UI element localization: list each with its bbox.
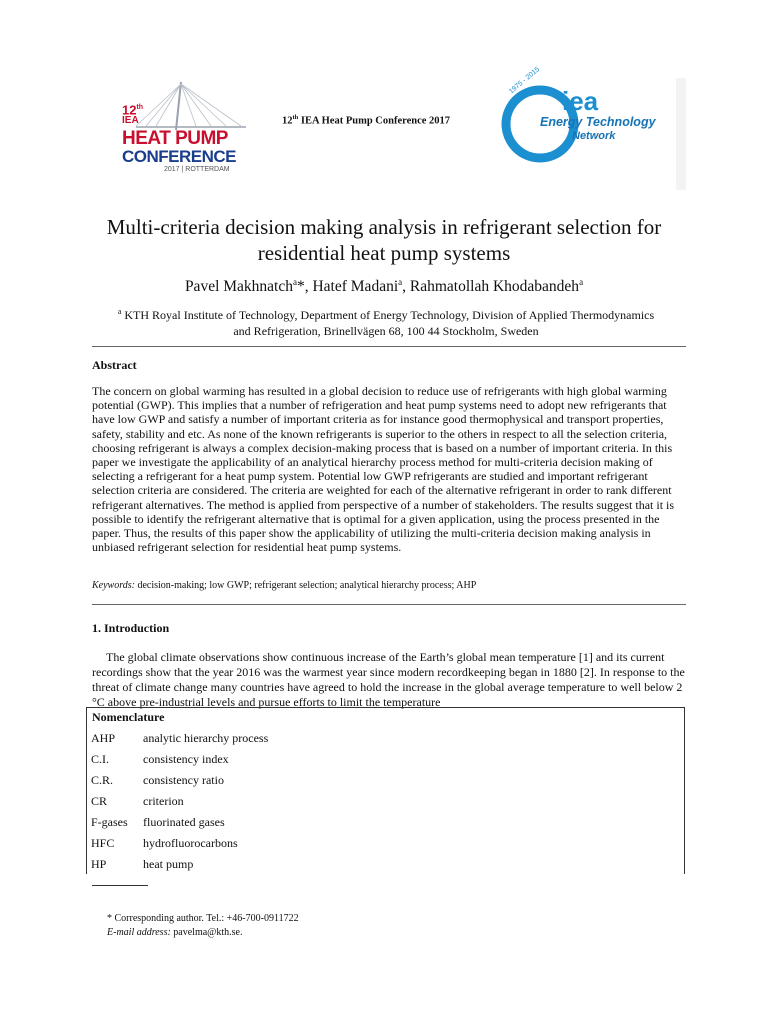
nomenclature-abbr: HP — [91, 857, 107, 871]
title-line-2: residential heat pump systems — [257, 241, 511, 265]
logo-etn-line1: Energy Technology — [540, 115, 656, 129]
keywords: Keywords: decision-making; low GWP; refrigerant selection; analytical hierarchy process; AHP — [92, 580, 477, 591]
logo-line3: 2017 | ROTTERDAM — [164, 166, 230, 173]
author: Pavel Makhnatch$^a$*, — [184, 277, 313, 296]
divider — [92, 346, 686, 347]
nomenclature-abbr: C.I. — [91, 752, 109, 766]
nomenclature-abbr: HFC — [91, 836, 115, 850]
conference-title: 12th IEA Heat Pump Conference 2017 — [282, 114, 451, 127]
author: Rahmatollah Khodabandeh$^a$ — [409, 277, 584, 296]
divider — [92, 604, 686, 605]
nomenclature-abbr: CR — [91, 794, 108, 808]
email-note: E-mail address: pavelma@kth.se. — [107, 927, 243, 938]
nomenclature-definition: consistency index — [143, 752, 229, 766]
title-line-1: Multi-criteria decision making analysis in refrigerant selection for — [106, 215, 662, 239]
logo-years: 1975 - 2015 — [508, 65, 542, 96]
logo-org: IEA — [122, 115, 139, 126]
logo-line1: HEAT PUMP — [122, 128, 228, 149]
nomenclature-definition: fluorinated gases — [143, 815, 225, 829]
affiliation-line-2: and Refrigeration, Brinellvägen 68, 100 44 Stockholm, Sweden — [233, 324, 539, 338]
nomenclature-definition: hydrofluorocarbons — [143, 836, 238, 850]
footnote-divider — [92, 885, 148, 886]
nomenclature-abbr: C.R. — [91, 773, 114, 787]
page-edge-shade — [676, 78, 686, 190]
logo-line2: CONFERENCE — [122, 147, 237, 166]
affiliation-line-1: $^a$ KTH Royal Institute of Technology, Department of Energy Technology, Division of Applied Thermodynamics — [117, 307, 655, 322]
author: Hatef Madani$^a$, — [312, 277, 410, 296]
nomenclature-box — [86, 707, 685, 874]
logo-edition-number: 12th — [122, 102, 144, 118]
heat-pump-conference-logo — [110, 80, 250, 182]
abstract-heading: Abstract — [92, 358, 137, 372]
nomenclature-heading: Nomenclature — [92, 710, 165, 724]
nomenclature-definition: consistency ratio — [143, 773, 224, 787]
section-heading: 1. Introduction — [92, 621, 170, 635]
paper-title — [60, 214, 708, 266]
abstract-text: The concern on global warming has resulted in a global decision to reduce use of refrigerants with high global warming potential (GWP). This implies that a number of refrigeration and heat pump systems need to adopt new refrigerants that have low GWP and satisfy a number of important criteria as for instance good thermophysical and transport properties, safety, stability and etc. As none of the known refrigerants is superior to the others in respect to all the selection criteria, choosing refrigerant is always a complex decision-making process that is based on a number of important criteria. In this paper we investigate the applicability of an analytical hierarchy process method for multi-criteria decision making of selecting a refrigerant for a heat pump system. Potential low GWP refrigerants are studied and important refrigerant selection criteria are considered. The criteria are weighted for each of the alternative refrigerant in order to rank different refrigerant alternatives. The method is applied from perspective of a number of stakeholders. The results suggest that it is possible to identify the refrigerant alternative that is optimal for a given application, using the process presented in the paper. Thus, the results of this paper show the applicability of utilizing the multi-criteria decision making analysis in unbiased refrigerant selection for residential heat pump systems. — [92, 384, 675, 555]
iea-etn-logo — [500, 65, 680, 164]
author-list — [60, 277, 708, 296]
logo-iea-word: iea — [562, 86, 599, 116]
introduction-text: The global climate observations show continuous increase of the Earth’s global mean temperature [1] and its current recordings show that the year 2016 was the warmest year since modern recordkeeping began in 1880 [2]. In response to the threat of climate change many countries have agreed to hold the increase in the global average temperature to well below 2 °C above pre-industrial levels and pursue efforts to limit the temperature — [92, 650, 685, 709]
logo-etn-line2: Network — [572, 130, 616, 142]
affiliation — [86, 304, 686, 339]
bridge-icon — [136, 82, 246, 132]
nomenclature-abbr: F-gases — [91, 815, 128, 829]
nomenclature-definition: heat pump — [143, 857, 194, 871]
nomenclature-definition: criterion — [143, 794, 184, 808]
corresponding-author-note: * Corresponding author. Tel.: +46-700-0911722 — [107, 913, 299, 924]
nomenclature-definition: analytic hierarchy process — [143, 731, 269, 745]
nomenclature-abbr: AHP — [91, 731, 116, 745]
